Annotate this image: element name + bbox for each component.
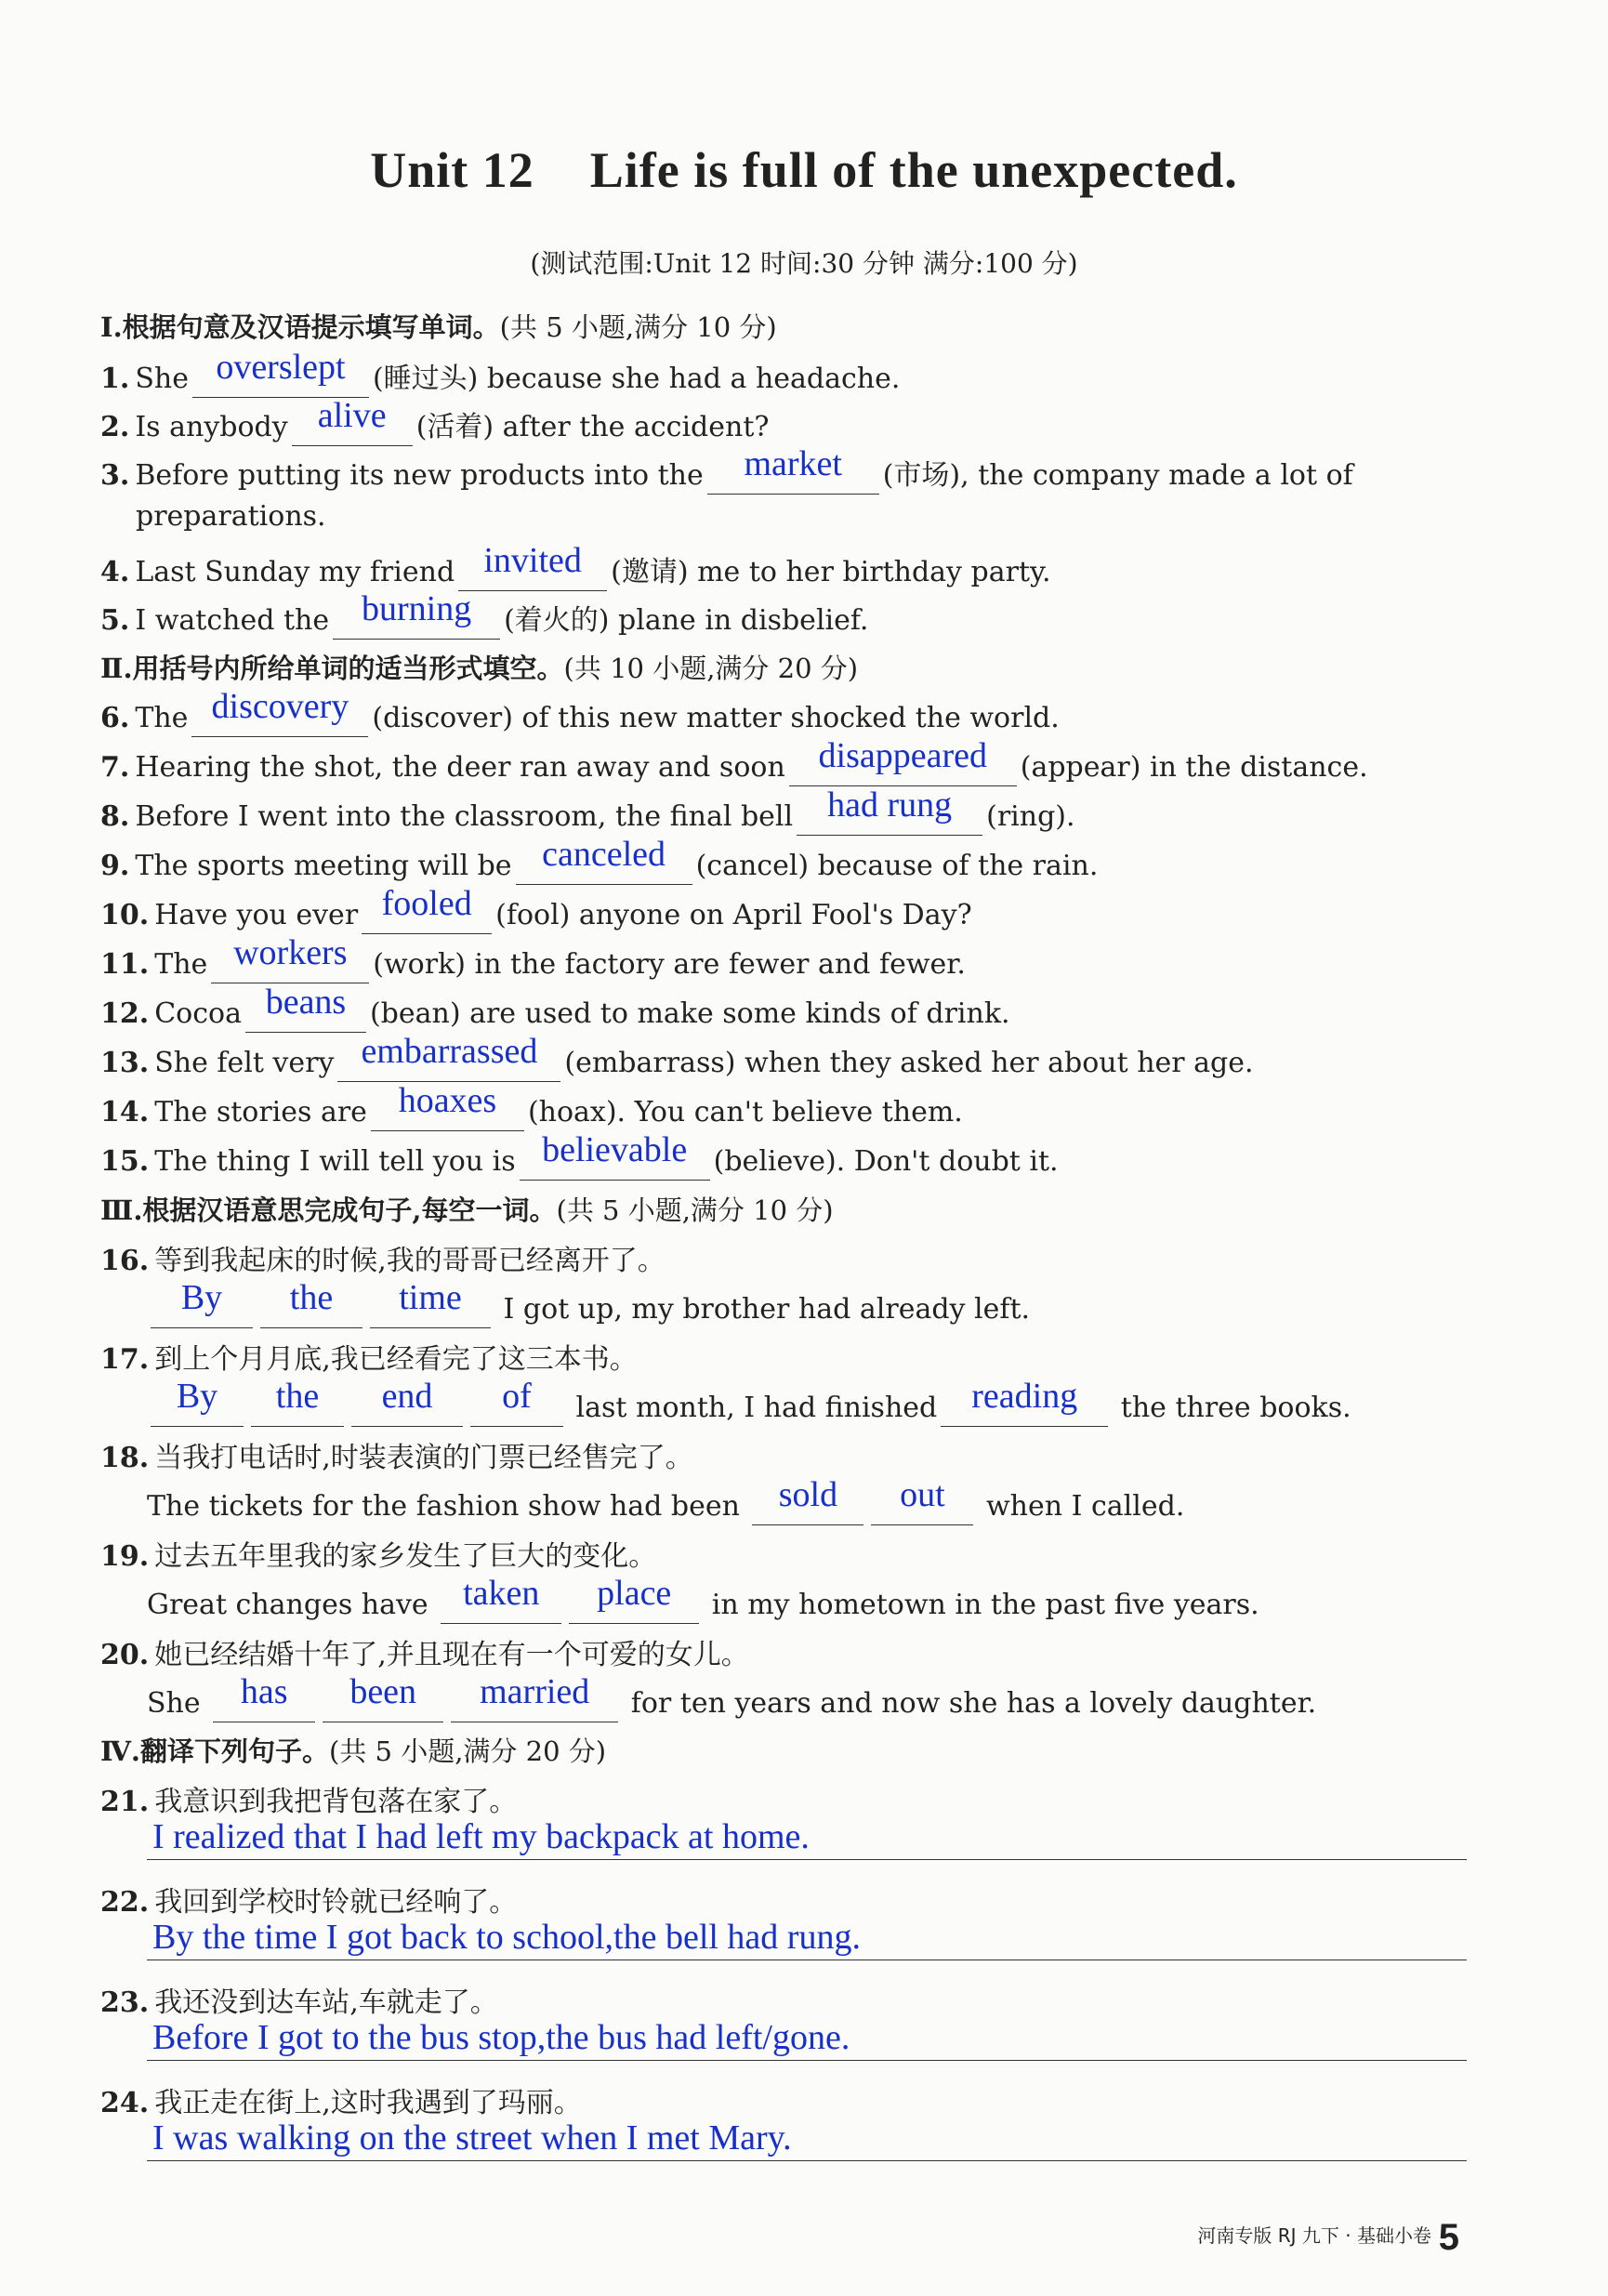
unit-title: Life is full of the unexpected.: [589, 142, 1238, 198]
answer-blank: of: [470, 1385, 563, 1427]
section-1-heading: Ⅰ.根据句意及汉语提示填写单词。(共 5 小题,满分 10 分): [100, 311, 777, 343]
answer-blank: has: [213, 1681, 315, 1722]
question-17-answer: By the end of last month, I had finished reading the three books.: [147, 1385, 1351, 1427]
question-20-answer: She has been married for ten years and now she has a lovely daughter.: [147, 1681, 1316, 1722]
unit-label: Unit 12: [370, 142, 534, 198]
question-24-prompt: 24. 我正走在街上,这时我遇到了玛丽。: [100, 2087, 582, 2119]
page-number: 5: [1438, 2217, 1459, 2258]
answer-blank: discovery: [191, 695, 368, 737]
answer-blank: market: [707, 453, 879, 495]
question-18-answer: The tickets for the fashion show had been sold out when I called.: [147, 1484, 1184, 1525]
answer-blank: disappeared: [789, 745, 1017, 786]
answer-blank: invited: [458, 549, 607, 591]
answer-blank: alive: [292, 404, 413, 446]
page-title: [0, 141, 1608, 199]
question-12: 12. Cocoa beans (bean) are used to make some kinds of drink.: [100, 991, 1010, 1033]
answer-blank: beans: [245, 991, 366, 1033]
question-3-continued: preparations.: [136, 500, 326, 533]
translation-answer-23: Before I got to the bus stop,the bus had left/gone.: [147, 2017, 1467, 2061]
answer-blank: taken: [441, 1582, 561, 1624]
answer-blank: time: [370, 1287, 491, 1328]
answer-blank: reading: [941, 1385, 1108, 1427]
question-23-prompt: 23. 我还没到达车站,车就走了。: [100, 1986, 498, 2019]
answer-blank: married: [451, 1681, 618, 1722]
question-10: 10. Have you ever fooled (fool) anyone on April Fool's Day?: [100, 892, 972, 934]
answer-blank: By: [151, 1385, 244, 1427]
answer-blank: By: [151, 1287, 253, 1328]
question-14: 14. The stories are hoaxes (hoax). You can't believe them.: [100, 1089, 963, 1131]
test-info: (测试范围:Unit 12 时间:30 分钟 满分:100 分): [530, 248, 1078, 279]
answer-blank: end: [351, 1385, 463, 1427]
question-17-prompt: 17. 到上个月月底,我已经看完了这三本书。: [100, 1343, 638, 1376]
question-22-prompt: 22. 我回到学校时铃就已经响了。: [100, 1886, 518, 1919]
question-21-prompt: 21. 我意识到我把背包落在家了。: [100, 1786, 518, 1818]
question-19-answer: Great changes have taken place in my hometown in the past five years.: [147, 1582, 1259, 1624]
question-9: 9. The sports meeting will be canceled (cancel) because of the rain.: [100, 843, 1098, 885]
answer-blank: fooled: [362, 892, 492, 934]
answer-blank: burning: [333, 598, 500, 640]
question-6: 6. The discovery (discover) of this new matter shocked the world.: [100, 695, 1060, 737]
question-1: 1. She overslept (睡过头) because she had a headache.: [100, 355, 900, 398]
answer-blank: the: [251, 1385, 344, 1427]
section-3-heading: Ⅲ.根据汉语意思完成句子,每空一词。(共 5 小题,满分 10 分): [100, 1194, 834, 1226]
answer-blank: been: [323, 1681, 443, 1722]
question-7: 7. Hearing the shot, the deer ran away and soon disappeared (appear) in the distance.: [100, 745, 1368, 786]
question-15: 15. The thing I will tell you is believable (believe). Don't doubt it.: [100, 1139, 1059, 1181]
section-4-heading: Ⅳ.翻译下列句子。(共 5 小题,满分 20 分): [100, 1735, 607, 1767]
question-3: 3. Before putting its new products into the market (市场), the company made a lot of: [100, 452, 1353, 495]
answer-blank: out: [871, 1484, 973, 1525]
answer-blank: the: [260, 1287, 362, 1328]
question-5: 5. I watched the burning (着火的) plane in disbelief.: [100, 597, 868, 640]
answer-blank: overslept: [192, 356, 369, 398]
question-13: 13. She felt very embarrassed (embarrass) when they asked her about her age.: [100, 1040, 1254, 1082]
question-8: 8. Before I went into the classroom, the final bell had rung (ring).: [100, 794, 1075, 836]
question-20-prompt: 20. 她已经结婚十年了,并且现在有一个可爱的女儿。: [100, 1639, 749, 1671]
question-2: 2. Is anybody alive (活着) after the accident?: [100, 403, 769, 446]
answer-blank: sold: [752, 1484, 863, 1525]
question-16-answer: By the time I got up, my brother had already left.: [147, 1287, 1030, 1328]
question-19-prompt: 19. 过去五年里我的家乡发生了巨大的变化。: [100, 1540, 657, 1573]
answer-blank: embarrassed: [337, 1040, 560, 1082]
answer-blank: place: [569, 1582, 699, 1624]
footer-label: 河南专版 RJ 九下 · 基础小卷: [1197, 2224, 1431, 2247]
translation-answer-24: I was walking on the street when I met Mary.: [147, 2118, 1467, 2161]
answer-blank: believable: [520, 1139, 710, 1181]
question-18-prompt: 18. 当我打电话时,时装表演的门票已经售完了。: [100, 1442, 693, 1474]
answer-blank: canceled: [516, 843, 692, 885]
question-11: 11. The workers (work) in the factory are fewer and fewer.: [100, 942, 966, 983]
section-2-heading: Ⅱ.用括号内所给单词的适当形式填空。(共 10 小题,满分 20 分): [100, 653, 859, 684]
answer-blank: hoaxes: [371, 1089, 524, 1131]
translation-answer-21: I realized that I had left my backpack at home.: [147, 1816, 1467, 1860]
question-16-prompt: 16. 等到我起床的时候,我的哥哥已经离开了。: [100, 1245, 666, 1277]
translation-answer-22: By the time I got back to school,the bell had rung.: [147, 1917, 1467, 1960]
question-4: 4. Last Sunday my friend invited (邀请) me to her birthday party.: [100, 548, 1051, 591]
answer-blank: had rung: [797, 794, 982, 836]
answer-blank: workers: [211, 942, 369, 983]
